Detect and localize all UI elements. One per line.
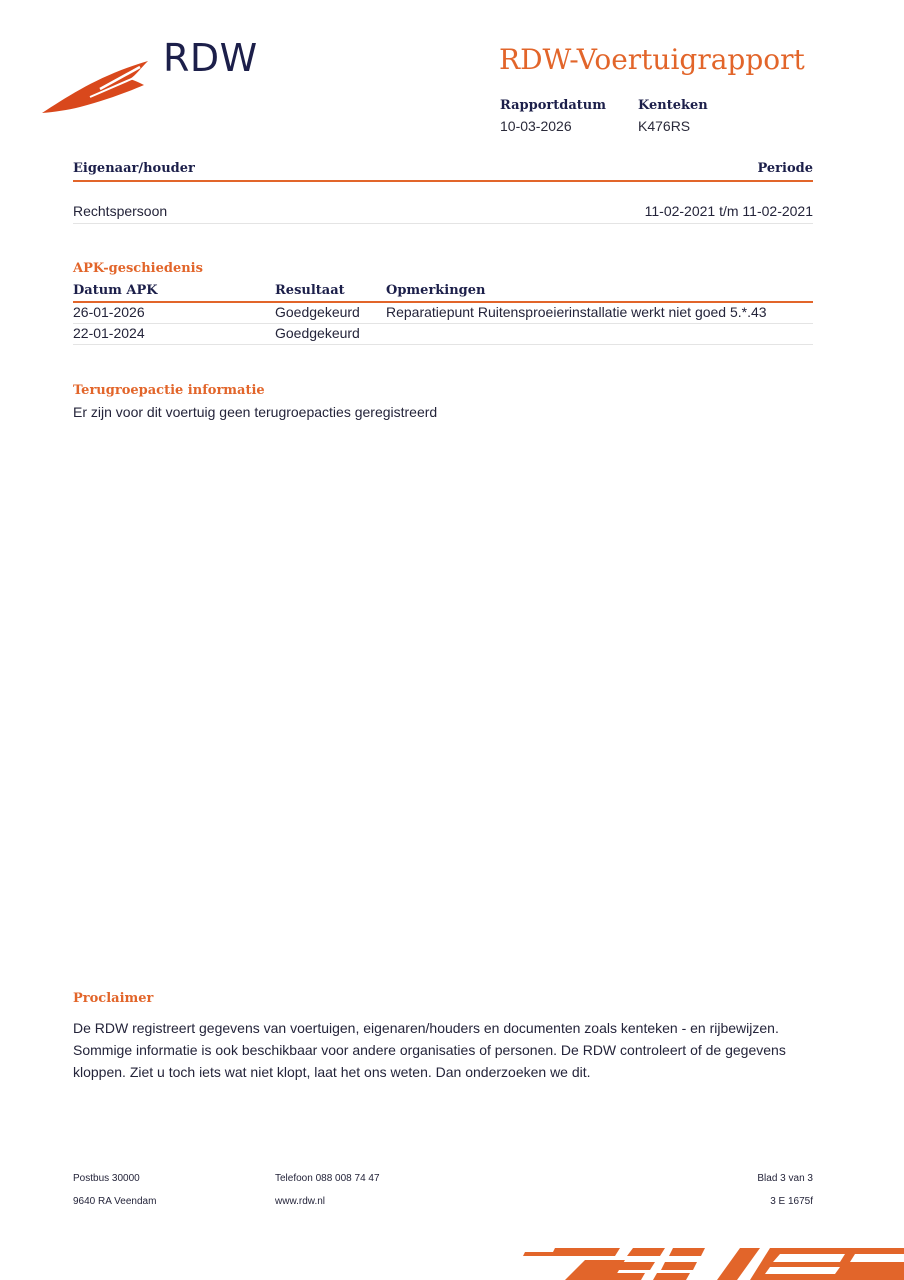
proclaimer-line-1: De RDW registreert gegevens van voertuigen, eigenaren/houders en documenten zoals kenteken - en rijbewijzen. — [73, 1020, 779, 1036]
apk-header-remarks: Opmerkingen — [386, 283, 486, 298]
footer-city: 9640 RA Veendam — [73, 1196, 157, 1207]
apk-header-date: Datum APK — [73, 283, 158, 298]
report-title: RDW-Voertuigrapport — [499, 43, 805, 76]
decorative-stripes-icon — [515, 1242, 904, 1280]
footer-postbus: Postbus 30000 — [73, 1173, 140, 1184]
period-value: 11-02-2021 t/m 11-02-2021 — [644, 203, 813, 219]
recall-text: Er zijn voor dit voertuig geen terugroepacties geregistreerd — [73, 404, 438, 420]
footer-document-code: 3 E 1675f — [770, 1196, 813, 1207]
owner-header-divider — [73, 180, 813, 182]
recall-section-title: Terugroepactie informatie — [73, 383, 265, 398]
apk-row-2-result: Goedgekeurd — [275, 325, 360, 341]
owner-row-divider — [73, 223, 813, 224]
proclaimer-line-3: kloppen. Ziet u toch iets wat niet klopt, laat het ons weten. Dan onderzoeken we dit. — [73, 1064, 591, 1080]
plate-label: Kenteken — [638, 98, 708, 113]
owner-column-header: Eigenaar/houder — [73, 161, 195, 176]
apk-row-1-divider — [73, 323, 813, 324]
report-date-label: Rapportdatum — [500, 98, 606, 113]
period-column-header: Periode — [757, 161, 813, 176]
apk-row-2-divider — [73, 344, 813, 345]
apk-row-1-result: Goedgekeurd — [275, 304, 360, 320]
apk-section-title: APK-geschiedenis — [73, 261, 203, 276]
proclaimer-title: Proclaimer — [73, 991, 154, 1006]
footer-website[interactable]: www.rdw.nl — [275, 1196, 326, 1207]
apk-row-1-date: 26-01-2026 — [73, 304, 145, 320]
report-date-value: 10-03-2026 — [500, 118, 572, 134]
proclaimer-line-2: Sommige informatie is ook beschikbaar voor andere organisaties of personen. De RDW controleert of de gegevens — [73, 1042, 786, 1058]
logo-text: RDW — [163, 36, 258, 80]
owner-value: Rechtspersoon — [73, 203, 168, 219]
apk-header-divider — [73, 301, 813, 303]
apk-header-result: Resultaat — [275, 283, 345, 298]
apk-row-1-remarks: Reparatiepunt Ruitensproeierinstallatie werkt niet goed 5.*.43 — [386, 304, 767, 320]
footer-phone: Telefoon 088 008 74 47 — [275, 1173, 380, 1184]
rdw-logo-icon — [40, 55, 150, 117]
apk-row-2-date: 22-01-2024 — [73, 325, 145, 341]
plate-value: K476RS — [638, 118, 691, 134]
footer-page-number: Blad 3 van 3 — [757, 1173, 813, 1184]
